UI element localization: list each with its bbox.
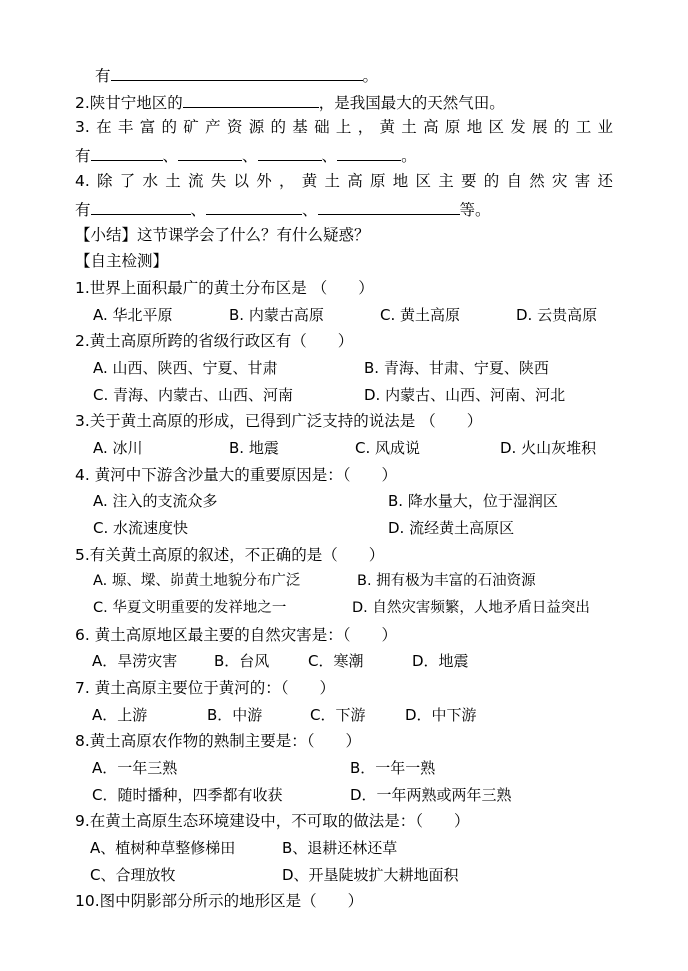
question-stem: 3.关于黄土高原的形成，已得到广泛支持的说法是 （ ） bbox=[75, 412, 483, 430]
separator: 、 bbox=[302, 201, 318, 219]
question-stem: 9.在黄土高原生态环境建设中，不可取的做法是：（ ） bbox=[75, 812, 470, 830]
q2-text1: 2.陕甘宁地区的 bbox=[75, 94, 183, 112]
question-stem: 8.黄土高原农作物的熟制主要是：（ ） bbox=[75, 732, 362, 750]
answer-blank[interactable] bbox=[318, 198, 460, 215]
separator: 、 bbox=[242, 147, 258, 165]
option-d[interactable]: D. 自然灾害频繁，人地矛盾日益突出 bbox=[352, 600, 590, 616]
answer-blank[interactable] bbox=[337, 144, 401, 161]
option-a[interactable]: A. 山西、陕西、宁夏、甘肃 bbox=[93, 359, 278, 377]
option-c[interactable]: C．随时播种，四季都有收获 bbox=[92, 786, 283, 804]
option-b[interactable]: B. 内蒙古高原 bbox=[229, 306, 324, 324]
option-b[interactable]: B. 青海、甘肃、宁夏、陕西 bbox=[364, 359, 549, 377]
separator: 、 bbox=[321, 147, 338, 165]
option-a[interactable]: A. 冰川 bbox=[93, 439, 143, 457]
q4-line1: 4.除了水土流失以外，黄土高原地区主要的自然灾害还 bbox=[75, 172, 613, 190]
option-d[interactable]: D．地震 bbox=[412, 652, 469, 670]
self-test-heading: 【自主检测】 bbox=[75, 252, 169, 270]
question-stem: 6. 黄土高原地区最主要的自然灾害是：（ ） bbox=[75, 626, 397, 644]
question-stem: 1.世界上面积最广的黄土分布区是 （ ） bbox=[75, 279, 374, 297]
option-d[interactable]: D．一年两熟或两年三熟 bbox=[350, 786, 512, 804]
option-b[interactable]: B. 降水量大，位于湿润区 bbox=[388, 492, 558, 510]
option-c[interactable]: C. 风成说 bbox=[355, 439, 421, 457]
answer-blank[interactable] bbox=[111, 64, 363, 81]
option-a[interactable]: A．旱涝灾害 bbox=[92, 652, 178, 670]
q4-line2 bbox=[75, 198, 491, 220]
answer-blank[interactable] bbox=[91, 144, 163, 161]
option-a[interactable]: A．一年三熟 bbox=[92, 759, 178, 777]
option-c[interactable]: C. 华夏文明重要的发祥地之一 bbox=[93, 600, 287, 616]
option-a[interactable]: A．上游 bbox=[92, 706, 148, 724]
option-b[interactable]: B．中游 bbox=[207, 706, 263, 724]
answer-blank[interactable] bbox=[91, 198, 191, 215]
q4-prefix: 有 bbox=[75, 201, 91, 219]
option-b[interactable]: B．台风 bbox=[214, 652, 270, 670]
q2-text2: ，是我国最大的天然气田。 bbox=[318, 94, 505, 112]
separator: 、 bbox=[190, 201, 207, 219]
q3-line2 bbox=[75, 144, 417, 166]
q3-prefix: 有 bbox=[75, 147, 91, 165]
option-c[interactable]: C. 青海、内蒙古、山西、河南 bbox=[93, 386, 294, 404]
question-stem: 10.图中阴影部分所示的地形区是（ ） bbox=[75, 892, 364, 910]
q1-tail-line bbox=[95, 64, 378, 86]
option-c[interactable]: C．寒潮 bbox=[308, 652, 364, 670]
answer-blank[interactable] bbox=[183, 91, 319, 108]
option-d[interactable]: D、开垦陡坡扩大耕地面积 bbox=[282, 866, 459, 884]
question-stem: 7. 黄土高原主要位于黄河的：（ ） bbox=[75, 679, 335, 697]
option-d[interactable]: D. 内蒙古、山西、河南、河北 bbox=[364, 386, 566, 404]
summary-heading: 【小结】这节课学会了什么？有什么疑惑？ bbox=[75, 226, 370, 244]
question-stem: 2.黄土高原所跨的省级行政区有（ ） bbox=[75, 332, 354, 350]
etc-end: 等。 bbox=[459, 201, 491, 219]
option-a[interactable]: A、植树种草整修梯田 bbox=[90, 839, 236, 857]
q3-line1: 3.在丰富的矿产资源的基础上，黄土高原地区发展的工业 bbox=[75, 118, 613, 136]
question-stem: 5.有关黄土高原的叙述，不正确的是（ ） bbox=[75, 546, 385, 564]
option-b[interactable]: B、退耕还林还草 bbox=[282, 839, 398, 857]
option-d[interactable]: D. 流经黄土高原区 bbox=[388, 519, 515, 537]
option-b[interactable]: B. 拥有极为丰富的石油资源 bbox=[357, 573, 536, 589]
option-a[interactable]: A. 注入的支流众多 bbox=[93, 492, 218, 510]
option-a[interactable]: A. 华北平原 bbox=[93, 306, 173, 324]
option-d[interactable]: D. 火山灰堆积 bbox=[500, 439, 597, 457]
option-c[interactable]: C、合理放牧 bbox=[90, 866, 176, 884]
option-a[interactable]: A. 塬、墚、峁黄土地貌分布广泛 bbox=[93, 573, 301, 589]
q1-prefix: 有 bbox=[95, 67, 111, 85]
option-b[interactable]: B. 地震 bbox=[229, 439, 279, 457]
option-d[interactable]: D. 云贵高原 bbox=[516, 306, 598, 324]
answer-blank[interactable] bbox=[206, 198, 302, 215]
separator: 、 bbox=[162, 147, 179, 165]
option-c[interactable]: C. 黄土高原 bbox=[380, 306, 461, 324]
answer-blank[interactable] bbox=[178, 144, 242, 161]
q2-line bbox=[75, 91, 505, 113]
answer-blank[interactable] bbox=[258, 144, 322, 161]
period: 。 bbox=[401, 147, 417, 165]
question-stem: 4. 黄河中下游含沙量大的重要原因是：（ ） bbox=[75, 466, 397, 484]
option-b[interactable]: B．一年一熟 bbox=[350, 759, 436, 777]
option-c[interactable]: C．下游 bbox=[310, 706, 366, 724]
q1-suffix: 。 bbox=[362, 67, 379, 85]
option-c[interactable]: C. 水流速度快 bbox=[93, 519, 189, 537]
option-d[interactable]: D．中下游 bbox=[405, 706, 477, 724]
